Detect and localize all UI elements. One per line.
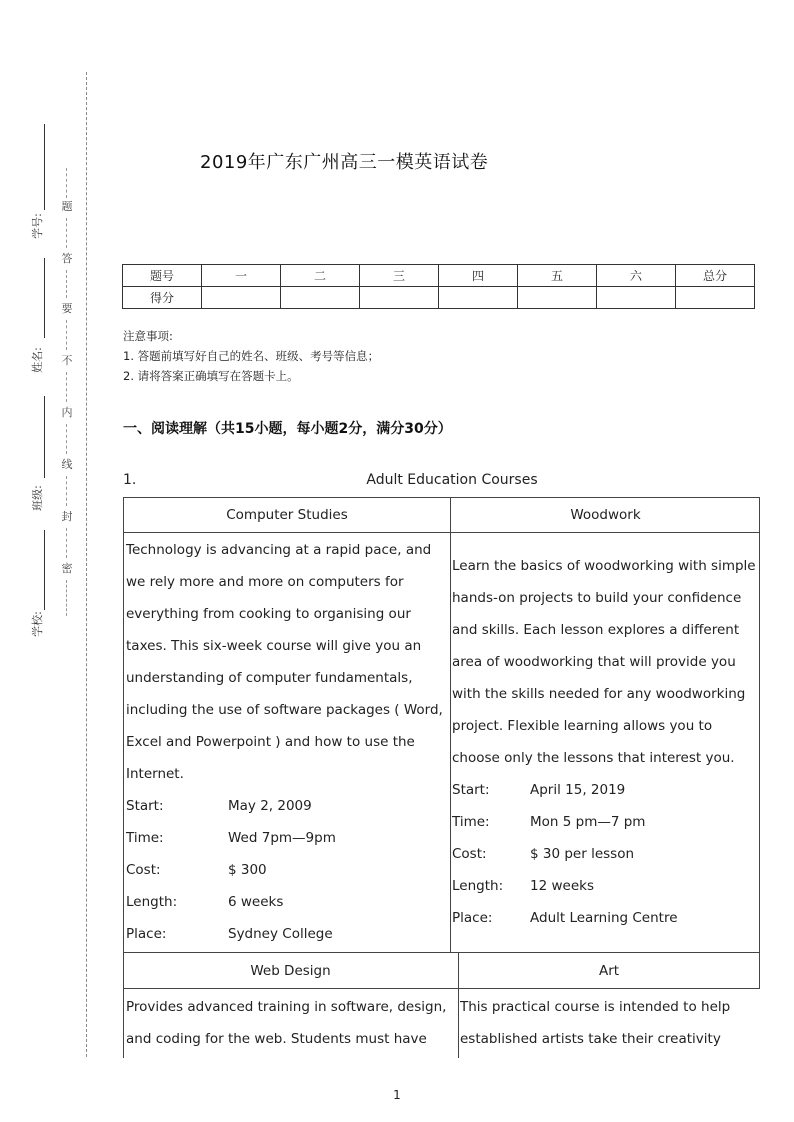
- score-input-cell[interactable]: [676, 287, 755, 309]
- text-line: we rely more and more on computers for: [126, 574, 404, 590]
- text-line: established artists take their creativity: [460, 1031, 721, 1047]
- art-heading: Art: [598, 963, 620, 979]
- table-cell: 总分: [676, 265, 755, 287]
- text-line: Technology is advancing at a rapid pace, and: [126, 542, 432, 558]
- detail-value: May 2, 2009: [228, 798, 312, 814]
- table-cell: 六: [597, 265, 676, 287]
- seal-dash: [66, 168, 68, 198]
- seal-dash: [66, 218, 68, 248]
- seal-char: 不: [61, 354, 73, 367]
- detail-value: 6 weeks: [228, 894, 284, 910]
- detail-value: April 15, 2019: [530, 782, 626, 798]
- score-input-cell[interactable]: [439, 287, 518, 309]
- computer-studies-body: [126, 534, 448, 950]
- table-cell: 一: [202, 265, 281, 287]
- detail-value: Sydney College: [228, 926, 333, 942]
- text-line: everything from cooking to organising our: [126, 606, 411, 622]
- seal-dash: [66, 528, 68, 558]
- woodwork-body: [452, 550, 758, 934]
- detail-label: Cost:: [126, 862, 161, 878]
- score-input-cell[interactable]: [281, 287, 360, 309]
- text-line: Internet.: [126, 766, 184, 782]
- seal-char: 要: [61, 302, 73, 315]
- table-cell: 题号: [123, 265, 202, 287]
- seal-char: 封: [61, 510, 73, 523]
- student-id-line[interactable]: [44, 124, 45, 210]
- score-input-cell[interactable]: [597, 287, 676, 309]
- detail-row: [452, 838, 758, 870]
- class-line[interactable]: [44, 396, 45, 478]
- detail-label: Start:: [126, 798, 164, 814]
- notes: [123, 326, 379, 386]
- detail-row: [452, 870, 758, 902]
- detail-value: $ 30 per lesson: [530, 846, 635, 862]
- text-line: project. Flexible learning allows you to: [452, 718, 713, 734]
- text-line: Learn the basics of woodworking with simple: [452, 558, 756, 574]
- section-heading: 一、阅读理解（共15小题，每小题2分，满分30分）: [123, 421, 452, 437]
- text-line: This practical course is intended to help: [460, 999, 731, 1015]
- seal-char: 答: [61, 252, 73, 265]
- detail-value: 12 weeks: [530, 878, 594, 894]
- student-id-label: 学号:: [31, 213, 44, 239]
- text-line: understanding of computer fundamentals,: [126, 670, 413, 686]
- detail-row: [126, 886, 448, 918]
- text-line: taxes. This six-week course will give you an: [126, 638, 422, 654]
- notes-heading: 注意事项:: [123, 329, 173, 343]
- score-input-cell[interactable]: [518, 287, 597, 309]
- seal-char: 线: [61, 458, 73, 471]
- table-cell: 三: [360, 265, 439, 287]
- detail-row: [126, 854, 448, 886]
- detail-row: [452, 806, 758, 838]
- page-number: 1: [393, 1088, 401, 1102]
- web-design-body: [126, 991, 456, 1055]
- detail-row: [126, 918, 448, 950]
- question-title: Adult Education Courses: [366, 472, 538, 488]
- seal-dash: [66, 580, 68, 616]
- seal-char: 内: [61, 406, 73, 419]
- detail-label: Time:: [452, 814, 490, 830]
- text-line: hands-on projects to build your confidence: [452, 590, 742, 606]
- class-label: 班级:: [31, 485, 44, 511]
- seal-dash: [66, 270, 68, 298]
- score-table: [122, 264, 755, 309]
- computer-studies-heading: Computer Studies: [226, 507, 348, 523]
- name-line[interactable]: [44, 258, 45, 338]
- detail-value: Mon 5 pm—7 pm: [530, 814, 646, 830]
- text-line: with the skills needed for any woodworking: [452, 686, 746, 702]
- text-line: area of woodworking that will provide you: [452, 654, 736, 670]
- table-cell: 四: [439, 265, 518, 287]
- table-row: [123, 287, 755, 309]
- school-label: 学校:: [31, 611, 44, 637]
- score-input-cell[interactable]: [202, 287, 281, 309]
- text-line: and skills. Each lesson explores a different: [452, 622, 740, 638]
- notes-item: 2. 请将答案正确填写在答题卡上。: [123, 369, 299, 383]
- art-body: [460, 991, 758, 1055]
- cut-line: [86, 72, 87, 1057]
- detail-value: Adult Learning Centre: [530, 910, 678, 926]
- text-line: Provides advanced training in software, design,: [126, 999, 447, 1015]
- table-row: [123, 265, 755, 287]
- detail-label: Length:: [126, 894, 178, 910]
- exam-title: 2019年广东广州高三一模英语试卷: [200, 152, 489, 173]
- seal-char: 密: [61, 562, 73, 575]
- seal-dash: [66, 320, 68, 350]
- detail-row: [126, 790, 448, 822]
- detail-label: Place:: [452, 910, 493, 926]
- text-line: including the use of software packages ( Word,: [126, 702, 443, 718]
- seal-dash: [66, 476, 68, 506]
- detail-row: [452, 902, 758, 934]
- detail-value: $ 300: [228, 862, 267, 878]
- detail-label: Place:: [126, 926, 167, 942]
- text-line: Excel and Powerpoint ) and how to use the: [126, 734, 415, 750]
- detail-label: Length:: [452, 878, 504, 894]
- notes-item: 1. 答题前填写好自己的姓名、班级、考号等信息；: [123, 349, 380, 363]
- detail-value: Wed 7pm—9pm: [228, 830, 336, 846]
- score-input-cell[interactable]: [360, 287, 439, 309]
- name-label: 姓名:: [31, 347, 44, 373]
- table-cell: 五: [518, 265, 597, 287]
- table-cell: 得分: [123, 287, 202, 309]
- question-number: 1.: [123, 472, 137, 488]
- seal-char: 题: [61, 200, 73, 213]
- detail-label: Start:: [452, 782, 490, 798]
- text-line: choose only the lessons that interest you.: [452, 750, 735, 766]
- text-line: and coding for the web. Students must have: [126, 1031, 427, 1047]
- woodwork-heading: Woodwork: [570, 507, 641, 523]
- school-line[interactable]: [44, 530, 45, 610]
- detail-row: [126, 822, 448, 854]
- web-design-heading: Web Design: [250, 963, 331, 979]
- table-cell: 二: [281, 265, 360, 287]
- binding-margin: [0, 0, 110, 1122]
- seal-dash: [66, 372, 68, 402]
- detail-label: Cost:: [452, 846, 487, 862]
- detail-row: [452, 774, 758, 806]
- detail-label: Time:: [126, 830, 164, 846]
- seal-dash: [66, 424, 68, 454]
